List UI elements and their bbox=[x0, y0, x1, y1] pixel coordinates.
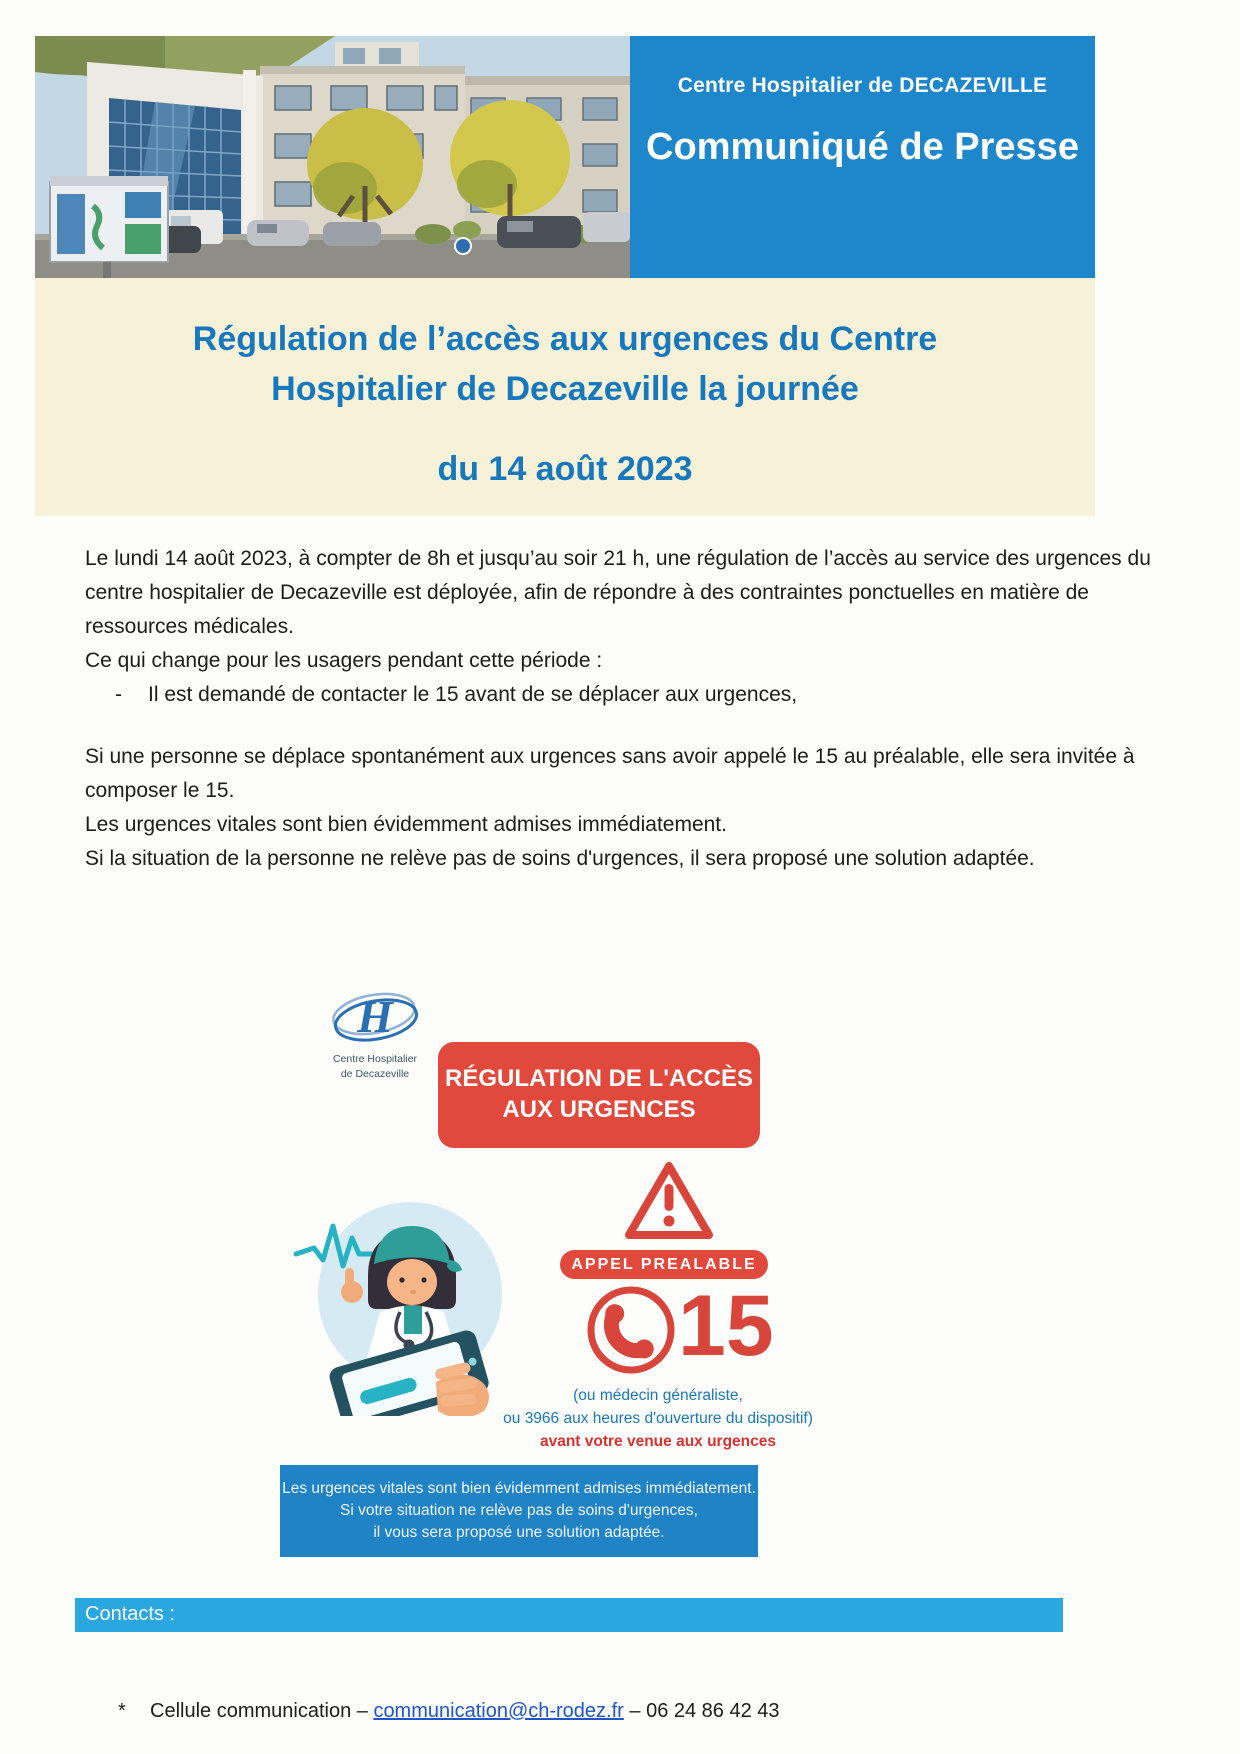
warning-triangle-graphic bbox=[623, 1158, 715, 1242]
paragraph-spontaneous bbox=[85, 740, 1163, 842]
contact-email-link[interactable]: communication@ch-rodez.fr bbox=[373, 1700, 624, 1722]
bullet-item bbox=[85, 678, 1163, 712]
org-name: Centre Hospitalier de DECAZEVILLE bbox=[677, 74, 1048, 97]
logo-caption-line-1: Centre Hospitalier bbox=[332, 1053, 418, 1065]
nurse-telemedicine-illustration bbox=[288, 1176, 518, 1416]
blue-box-line-1: Les urgences vitales sont bien évidemment admises immédiatement. bbox=[282, 1480, 756, 1497]
title-line-1: Régulation de l’accès aux urgences du Centre bbox=[192, 320, 938, 358]
contact-text-before: Cellule communication – bbox=[150, 1700, 374, 1722]
paragraph-spontaneous-a: Si une personne se déplace spontanément aux urgences sans avoir appelé le 15 au préalable, elle sera invitée à composer le 15. bbox=[85, 745, 1135, 802]
hospital-logo-icon bbox=[329, 990, 421, 1046]
bullet-dash: - bbox=[115, 683, 122, 706]
note-line-3: avant votre venue aux urgences bbox=[539, 1433, 777, 1450]
nurse-illustration-graphic bbox=[288, 1176, 518, 1416]
blue-box-line-2: Si votre situation ne relève pas de soins d'urgences, bbox=[340, 1502, 698, 1519]
svg-text:H: H bbox=[357, 991, 393, 1042]
hospital-building-photo bbox=[35, 36, 630, 278]
logo-caption-line-2: de Decazeville bbox=[340, 1068, 410, 1080]
appel-prealable-badge: APPEL PREALABLE bbox=[560, 1250, 768, 1279]
title-line-2: Hospitalier de Decazeville la journée bbox=[271, 370, 859, 408]
header bbox=[35, 36, 1095, 278]
footnote-asterisk: * bbox=[118, 1700, 126, 1722]
red-banner-line-1: RÉGULATION DE L'ACCÈS bbox=[445, 1065, 753, 1092]
emergency-number-15: 15 bbox=[678, 1278, 774, 1374]
header-blue-panel bbox=[630, 36, 1095, 278]
paragraph-changes: Ce qui change pour les usagers pendant cette période : bbox=[85, 649, 603, 672]
body-text bbox=[85, 542, 1163, 876]
bullet-text: Il est demandé de contacter le 15 avant de se déplacer aux urgences, bbox=[148, 683, 798, 706]
paragraph-intro: Le lundi 14 août 2023, à compter de 8h et jusqu’au soir 21 h, une régulation de l’accès au service des urgences du centre hospitalier de Decazeville est déployée, afin de répondre à des contraintes ponctuelles en matière de ressources médicales. bbox=[85, 547, 1151, 638]
hospital-logo bbox=[320, 990, 430, 1081]
footer-contact-text bbox=[150, 1700, 780, 1723]
contacts-label: Contacts : bbox=[85, 1603, 176, 1625]
infographic-red-banner bbox=[438, 1042, 760, 1148]
contacts-bar bbox=[75, 1598, 1063, 1632]
footer-contact-line bbox=[118, 1700, 1118, 1723]
hospital-photo-graphic bbox=[35, 36, 630, 278]
paragraph-vital: Les urgences vitales sont bien évidemment admises immédiatement. bbox=[85, 813, 727, 836]
call-notes bbox=[498, 1384, 818, 1453]
phone-circle-graphic bbox=[583, 1282, 679, 1378]
blue-box-line-3: il vous sera proposé une solution adaptée. bbox=[373, 1524, 665, 1541]
regulation-infographic bbox=[280, 988, 813, 1563]
title-line-date: du 14 août 2023 bbox=[437, 450, 693, 488]
document-type-title: Communiqué de Presse bbox=[646, 126, 1079, 168]
contact-text-after: – 06 24 86 42 43 bbox=[623, 1700, 780, 1722]
phone-handset-icon bbox=[583, 1282, 679, 1378]
title-banner bbox=[35, 278, 1095, 516]
note-line-1: (ou médecin généraliste, bbox=[573, 1387, 743, 1404]
infographic-blue-box bbox=[280, 1465, 758, 1557]
note-line-2: ou 3966 aux heures d'ouverture du dispositif) bbox=[503, 1410, 813, 1427]
warning-triangle-icon bbox=[623, 1158, 715, 1242]
paragraph-solution: Si la situation de la personne ne relève pas de soins d'urgences, il sera proposé une solution adaptée. bbox=[85, 847, 1035, 870]
red-banner-line-2: AUX URGENCES bbox=[502, 1096, 696, 1123]
